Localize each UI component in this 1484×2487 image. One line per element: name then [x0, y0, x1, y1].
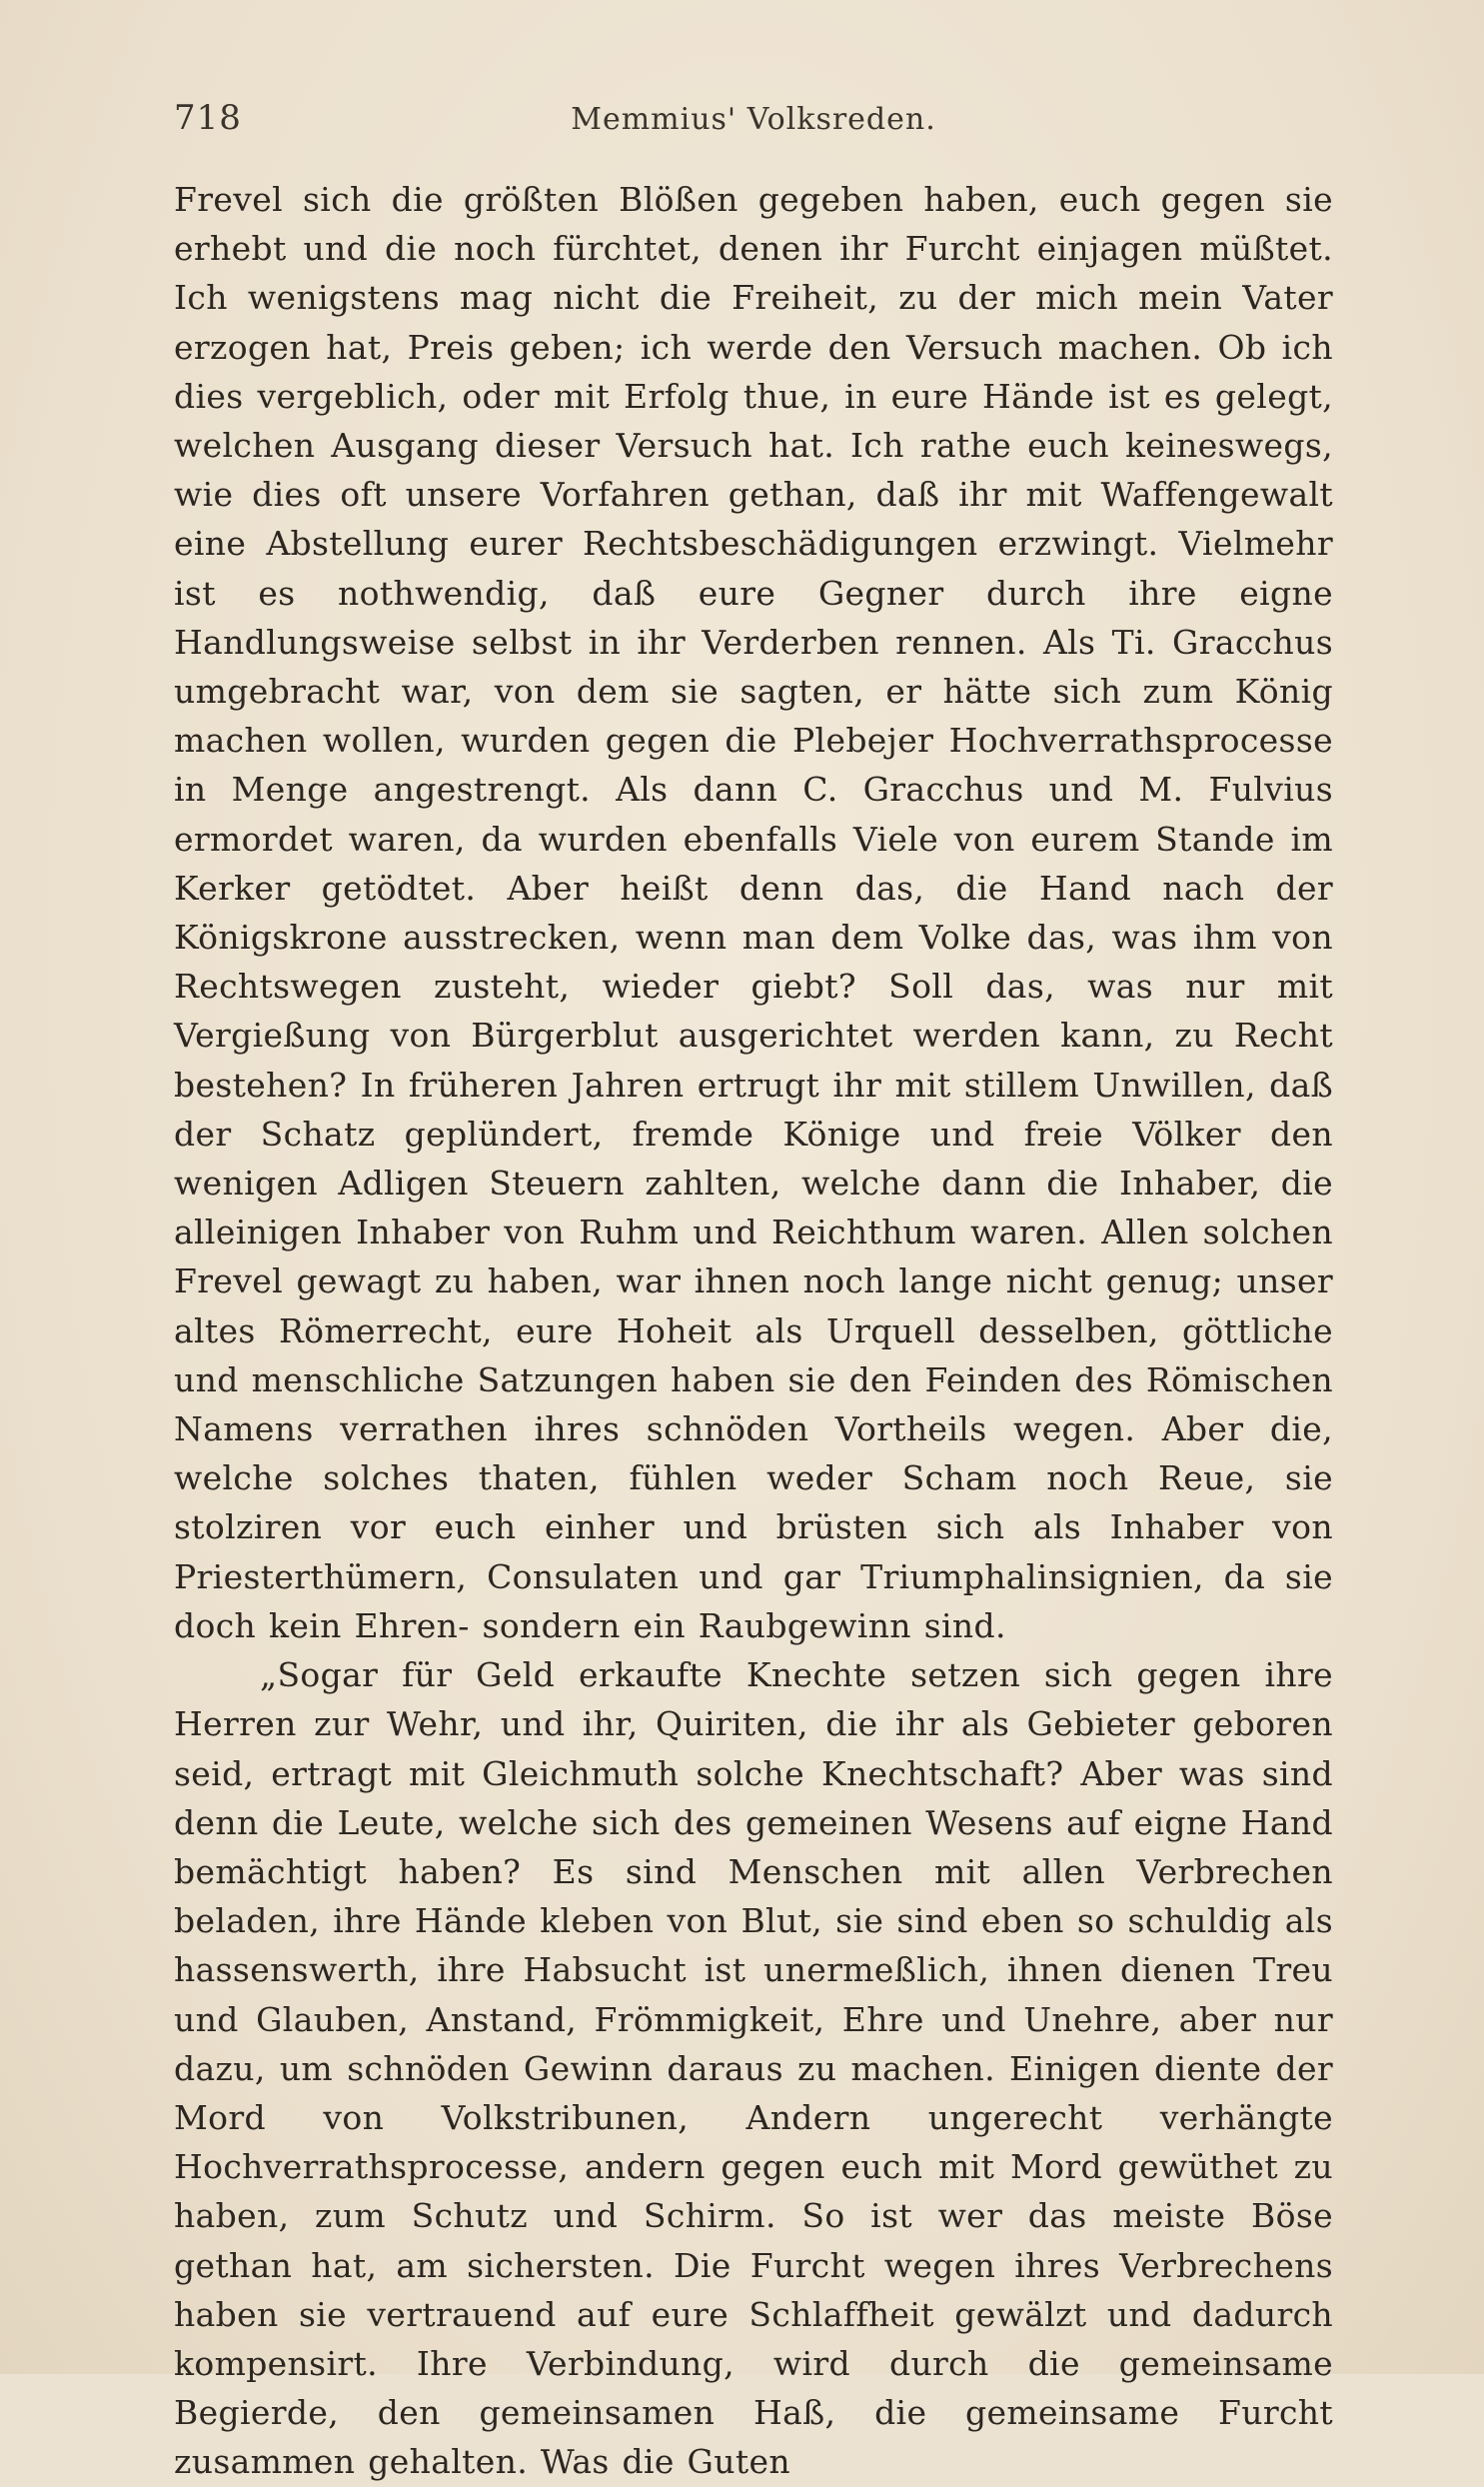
page-body — [174, 175, 1333, 2487]
paragraph-continued: Frevel sich die größten Blößen gegeben haben, euch gegen sie erhebt und die noch fürchtet, denen ihr Furcht einjagen müßtet. Ich wenigstens mag nicht die Freiheit, zu der mich mein Vater erzogen hat, Preis geben; ich werde den Versuch machen. Ob ich dies vergeblich, oder mit Erfolg thue, in eure Hände ist es gelegt, welchen Ausgang dieser Versuch hat. Ich rathe euch keineswegs, wie dies oft unsere Vorfahren gethan, daß ihr mit Waffengewalt eine Abstellung eurer Rechtsbeschädigungen erzwingt. Vielmehr ist es nothwendig, daß eure Gegner durch ihre eigne Handlungsweise selbst in ihr Verderben rennen. Als Ti. Gracchus umgebracht war, von dem sie sagten, er hätte sich zum König machen wollen, wurden gegen die Plebejer Hochverrathsprocesse in Menge angestrengt. Als dann C. Gracchus und M. Fulvius ermordet waren, da wurden ebenfalls Viele von eurem Stande im Kerker getödtet. Aber heißt denn das, die Hand nach der Königskrone ausstrecken, wenn man dem Volke das, was ihm von Rechtswegen zusteht, wieder giebt? Soll das, was nur mit Vergießung von Bürgerblut ausgerichtet werden kann, zu Recht bestehen? In früheren Jahren ertrugt ihr mit stillem Unwillen, daß der Schatz geplündert, fremde Könige und freie Völker den wenigen Adligen Steuern zahlten, welche dann die Inhaber, die alleinigen Inhaber von Ruhm und Reichthum waren. Allen solchen Frevel gewagt zu haben, war ihnen noch lange nicht genug; unser altes Römerrecht, eure Hoheit als Urquell desselben, göttliche und menschliche Satzungen haben sie den Feinden des Römischen Namens verrathen ihres schnöden Vortheils wegen. Aber die, welche solches thaten, fühlen weder Scham noch Reue, sie stolziren vor euch einher und brüsten sich als Inhaber von Priesterthümern, Consulaten und gar Triumphalinsignien, da sie doch kein Ehren- sondern ein Raubgewinn sind. — [174, 180, 1333, 1645]
page-number: 718 — [174, 98, 242, 138]
paragraph-quote: „Sogar für Geld erkaufte Knechte setzen sich gegen ihre Herren zur Wehr, und ihr, Quiriten, die ihr als Gebieter geboren seid, ertragt mit Gleichmuth solche Knechtschaft? Aber was sind denn die Leute, welche sich des gemeinen Wesens auf eigne Hand bemächtigt haben? Es sind Menschen mit allen Verbrechen beladen, ihre Hände kleben von Blut, sie sind eben so schuldig als hassenswerth, ihre Habsucht ist unermeßlich, ihnen dienen Treu und Glauben, Anstand, Frömmigkeit, Ehre und Unehre, aber nur dazu, um schnöden Gewinn daraus zu machen. Einigen diente der Mord von Volkstribunen, Andern ungerecht verhängte Hochverrathsprocesse, andern gegen euch mit Mord gewüthet zu haben, zum Schutz und Schirm. So ist wer das meiste Böse gethan hat, am sichersten. Die Furcht wegen ihres Verbrechens haben sie vertrauend auf eure Schlaffheit gewälzt und dadurch kompensirt. Ihre Verbindung, wird durch die gemeinsame Begierde, den gemeinsamen Haß, die gemeinsame Furcht zusammen gehalten. Was die Guten — [174, 1655, 1333, 2482]
page-header — [174, 98, 1333, 146]
running-head: Memmius' Volksreden. — [571, 102, 936, 137]
